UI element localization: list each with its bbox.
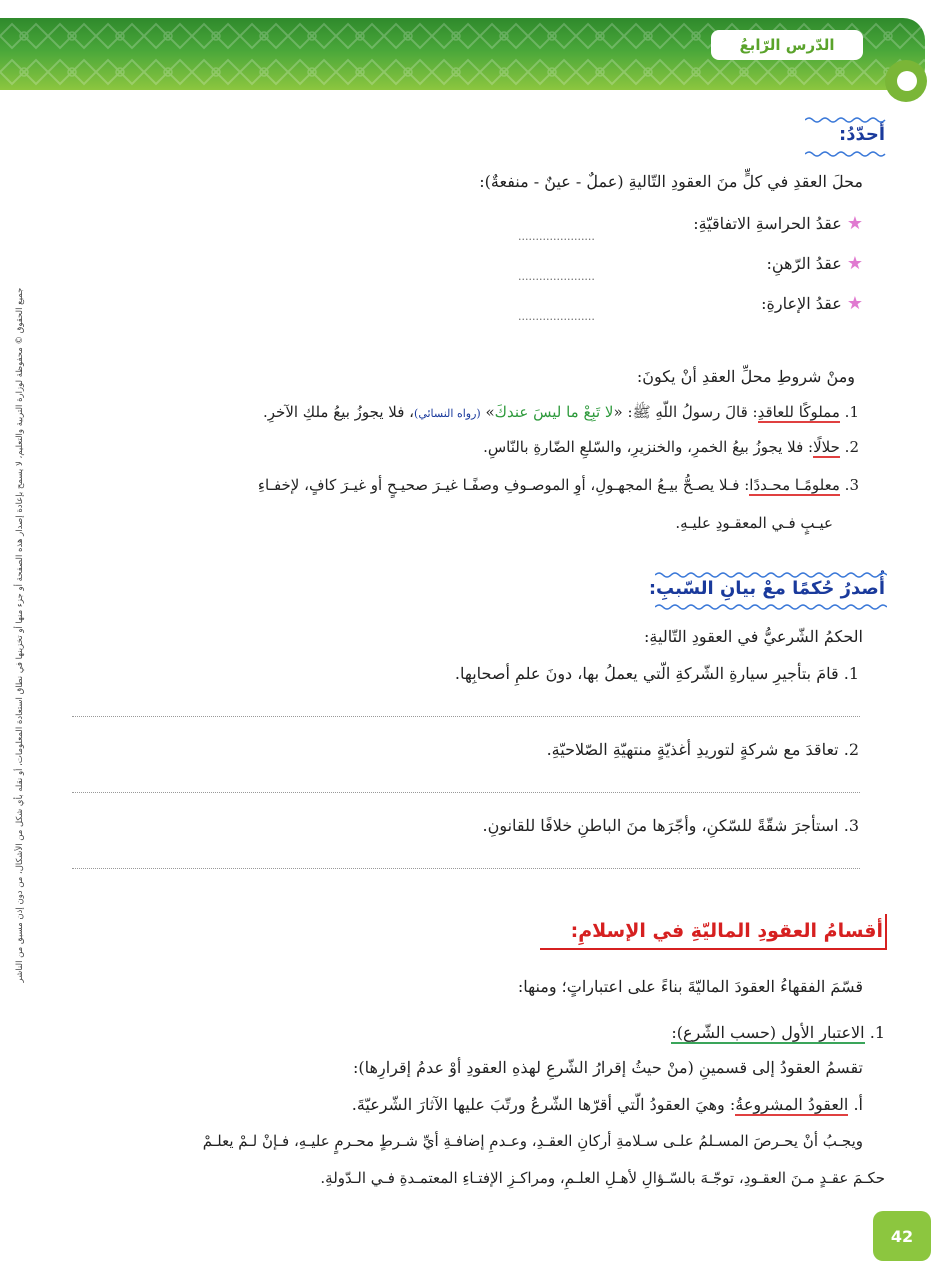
judgement-item-1: 1. قامَ بتأجيرِ سيارةِ الشّركةِ الّتي يعملُ بها، دونَ علمِ أصحابِها. [454, 664, 859, 683]
wavy-underline [655, 571, 887, 579]
page-number: 42 [873, 1211, 931, 1261]
subsection-intro: تقسمُ العقودُ إلى قسمينِ (منْ حيثُ إقرارُ الشّرعِ لهذهِ العقودِ أوْ عدمُ إقرارِها): [353, 1058, 863, 1077]
star-icon: ★ [846, 253, 863, 274]
star-icon: ★ [846, 213, 863, 234]
section3-title: أقسامُ العقودِ الماليّةِ في الإسلامِ: [570, 920, 883, 942]
judgement-item-3: 3. استأجرَ شقّةً للسّكنِ، وأجّرَها منَ الباطنِ خلافًا للقانونِ. [482, 816, 859, 835]
section2-title: أُصدرُ حُكمًا معْ بيانِ السّببِ: [648, 578, 885, 599]
answer-blank[interactable]: ...................... [518, 230, 595, 243]
wavy-underline [655, 603, 887, 611]
section3-intro: قسّمَ الفقهاءُ العقودَ الماليّةَ بناءً على اعتباراتٍ؛ ومنها: [517, 977, 863, 996]
condition-item-2: 2. حلالًا: فلا يجوزُ بيعُ الخمرِ، والخنزيرِ، والسّلعِ الضّارةِ بالنّاسِ. [483, 438, 859, 456]
conditions-intro: ومنْ شروطِ محلِّ العقدِ أنْ يكونَ: [636, 367, 855, 386]
condition-item-3: 3. معلومًـا محـددًا: فـلا يصـحُّ بيـعُ المجهـولِ، أوِ الموصـوفِ وصفًـا غيـرَ صحيـحٍ أو غيـرَ كافٍ، لإخفـاءِ [257, 476, 859, 494]
answer-blank[interactable]: ...................... [518, 270, 595, 283]
section1-title: أحدّدُ: [839, 124, 885, 145]
star-icon: ★ [846, 293, 863, 314]
wavy-underline [805, 150, 887, 158]
list-item: ★ عقدُ الرّهنِ: [766, 253, 863, 274]
closing-line-1: ويجـبُ أنْ يحـرصَ المسـلمُ علـى سـلامةِ أركانِ العقـدِ، وعـدمِ إضافـةِ أيِّ شـرطٍ محـرمٍ عليـهِ، فـإنْ لـمْ يعلـمْ [202, 1132, 863, 1150]
condition-item-3-cont: عيـبٍ فـي المعقـودِ عليـهِ. [675, 514, 833, 532]
answer-line[interactable] [72, 868, 860, 869]
point-a: أ. العقودُ المشروعةُ: وهيَ العقودُ الّتي أقرّها الشّرعُ ورتّبَ عليها الآثارَ الشّرعيّةَ. [351, 1095, 863, 1114]
section2-intro: الحكمُ الشّرعيُّ في العقودِ التّاليةِ: [644, 627, 863, 646]
judgement-item-2: 2. تعاقدَ مع شركةٍ لتوريدِ أغذيّةٍ منتهيّةِ الصّلاحيّةِ. [546, 740, 859, 759]
lesson-label: الدّرس الرّابعُ [711, 30, 863, 60]
subsection-title: 1. الاعتبار الأول (حسب الشّرع): [671, 1023, 885, 1042]
copyright-side-note: جميع الحقوق © محفوظة لوزارة التربية والتعليم، لا يسمح بإعادة إصدار هذه الصفحة أو جزء منها أو تخزينها في نطاق استعادة المعلومات، أو نقله بأي شكل من الأشكال، من دون إذن مسبق من الناشر [15, 287, 25, 983]
list-item: ★ عقدُ الإعارةِ: [761, 293, 863, 314]
closing-line-2: حكـمَ عقـدٍ مـنَ العقـودِ، توجّـهَ بالسّـؤالِ لأهـلِ العلـمِ، ومراكـزِ الإفتـاءِ المعتمـدةِ فـي الـدّولةِ. [320, 1169, 885, 1187]
wavy-underline [805, 116, 887, 124]
answer-line[interactable] [72, 716, 860, 717]
header-banner [0, 18, 925, 90]
condition-item-1: 1. مملوكًا للعاقدِ: قالَ رسولُ اللّهِ ﷺ: «لا تَبِعْ ما ليسَ عندكَ» (رواه النسائي)، فلا يجوزُ بيعُ ملكِ الآخرِ. [263, 403, 859, 421]
answer-line[interactable] [72, 792, 860, 793]
list-item: ★ عقدُ الحراسةِ الاتفاقيّةِ: [693, 213, 863, 234]
section1-intro: محلَ العقدِ في كلٍّ منَ العقودِ التّاليةِ (عملٌ - عينٌ - منفعةٌ): [479, 172, 863, 191]
answer-blank[interactable]: ...................... [518, 310, 595, 323]
banner-curl-icon [885, 60, 927, 102]
